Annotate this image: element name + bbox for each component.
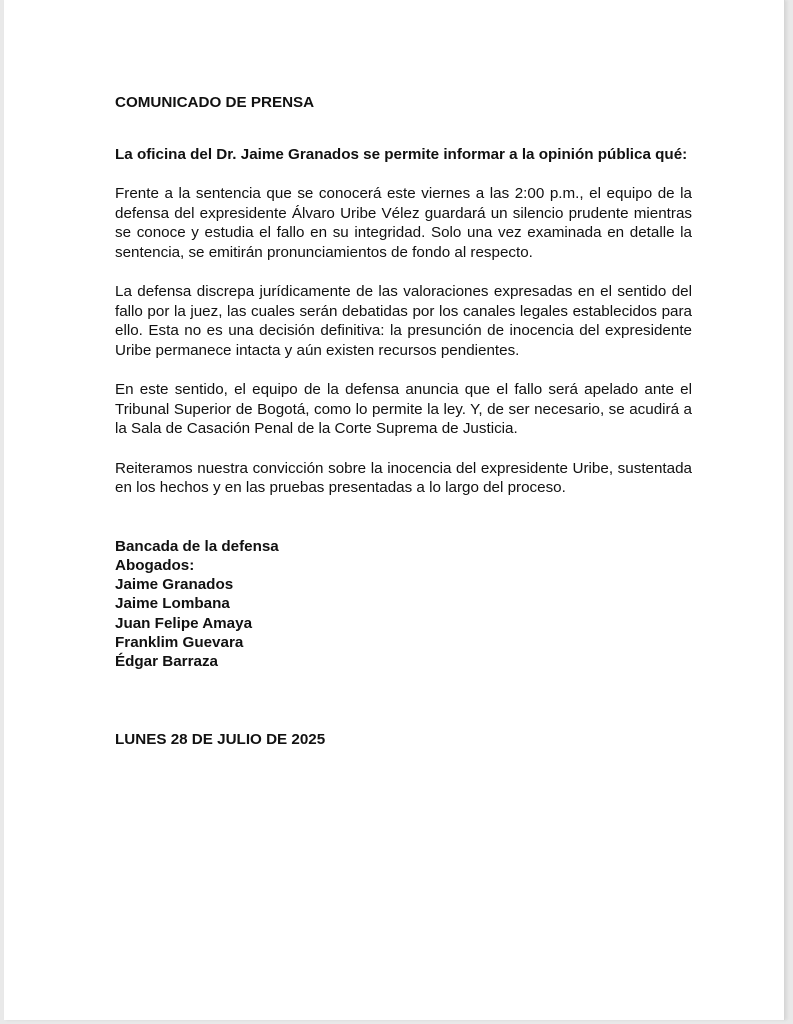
signature-block: [115, 537, 692, 672]
lawyer-name: Jaime Lombana: [115, 595, 230, 613]
paragraph-4: Reiteramos nuestra convicción sobre la inocencia del expresidente Uribe, sustentada en los hechos y en las pruebas presentadas a lo largo del proceso.: [115, 459, 692, 496]
signature-subheading: Abogados:: [115, 556, 195, 574]
paragraph-2: La defensa discrepa jurídicamente de las valoraciones expresadas en el sentido del fallo por la juez, las cuales serán debatidas por los canales legales establecidos para ello. Esta no es una decisión definitiva: la presunción de inocencia del expresidente Uribe permanece intacta y aún existen recursos pendientes.: [115, 283, 692, 359]
paragraph-1: Frente a la sentencia que se conocerá este viernes a las 2:00 p.m., el equipo de la defensa del expresidente Álvaro Uribe Vélez guardará un silencio prudente mientras se conoce y estudia el fallo en su integridad. Solo una vez examinada en detalle la sentencia, se emitirán pronunciamientos de fondo al respecto.: [115, 185, 692, 261]
lawyer-name: Édgar Barraza: [115, 653, 218, 671]
lawyer-name: Franklim Guevara: [115, 633, 244, 651]
document-title: COMUNICADO DE PRENSA: [115, 94, 315, 111]
document-body: [115, 93, 692, 749]
signature-heading: Bancada de la defensa: [115, 537, 279, 555]
document-date: LUNES 28 DE JULIO DE 2025: [115, 730, 326, 748]
paragraph-3: En este sentido, el equipo de la defensa anuncia que el fallo será apelado ante el Tribunal Superior de Bogotá, como lo permite la ley. Y, de ser necesario, se acudirá a la Sala de Casación Penal de la Corte Suprema de Justicia.: [115, 381, 692, 437]
document-page: [4, 0, 785, 1020]
intro-statement: La oficina del Dr. Jaime Granados se permite informar a la opinión pública qué:: [115, 145, 688, 163]
lawyer-name: Jaime Granados: [115, 576, 234, 594]
lawyer-name: Juan Felipe Amaya: [115, 614, 253, 632]
